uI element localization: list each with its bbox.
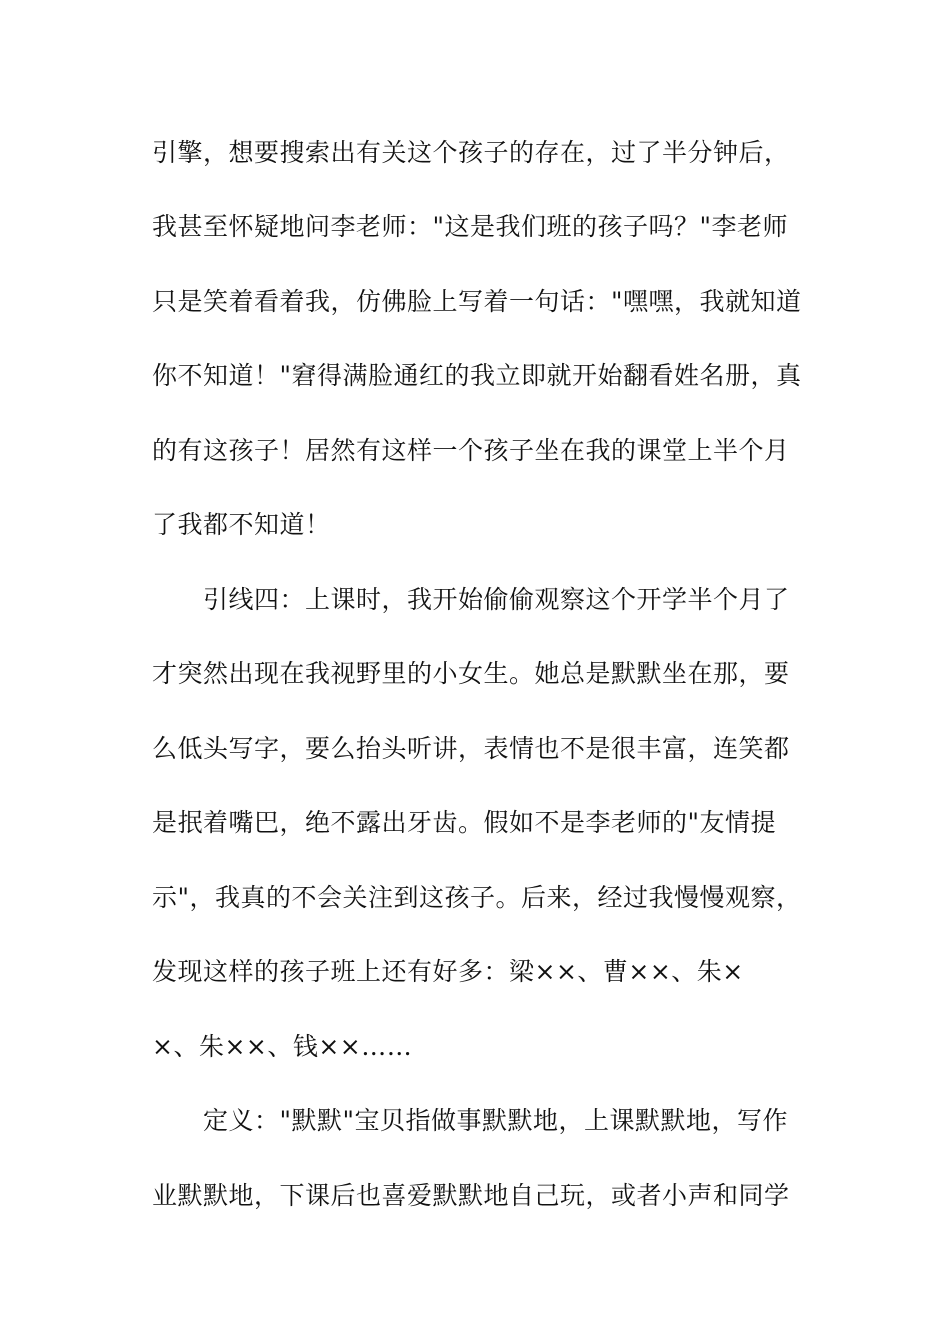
text-line: 发现这样的孩子班上还有好多：梁××、曹××、朱× — [152, 957, 744, 986]
text-line: 么低头写字，要么抬头听讲，表情也不是很丰富，连笑都 — [152, 734, 790, 763]
text-line: 引擎，想要搜索出有关这个孩子的存在，过了半分钟后， — [152, 138, 790, 167]
text-line: 的有这孩子！居然有这样一个孩子坐在我的课堂上半个月 — [152, 436, 790, 465]
text-line: 你不知道！"窘得满脸通红的我立即就开始翻看姓名册，真 — [152, 361, 802, 390]
text-line: 是抿着嘴巴，绝不露出牙齿。假如不是李老师的"友情提 — [152, 808, 777, 837]
text-line: 引线四：上课时，我开始偷偷观察这个开学半个月了 — [152, 585, 790, 614]
text-line: 才突然出现在我视野里的小女生。她总是默默坐在那，要 — [152, 659, 790, 688]
text-line: 只是笑着看着我，仿佛脸上写着一句话："嘿嘿，我就知道 — [152, 287, 802, 316]
text-line: 业默默地，下课后也喜爱默默地自己玩，或者小声和同学 — [152, 1181, 790, 1210]
text-line: 了我都不知道！ — [152, 510, 331, 539]
text-line: ×、朱××、钱××…… — [152, 1032, 413, 1061]
text-line: 定义："默默"宝贝指做事默默地，上课默默地，写作 — [152, 1106, 789, 1135]
text-line: 我甚至怀疑地问李老师："这是我们班的孩子吗？"李老师 — [152, 212, 789, 241]
text-line: 示"，我真的不会关注到这孩子。后来，经过我慢慢观察， — [152, 883, 802, 912]
